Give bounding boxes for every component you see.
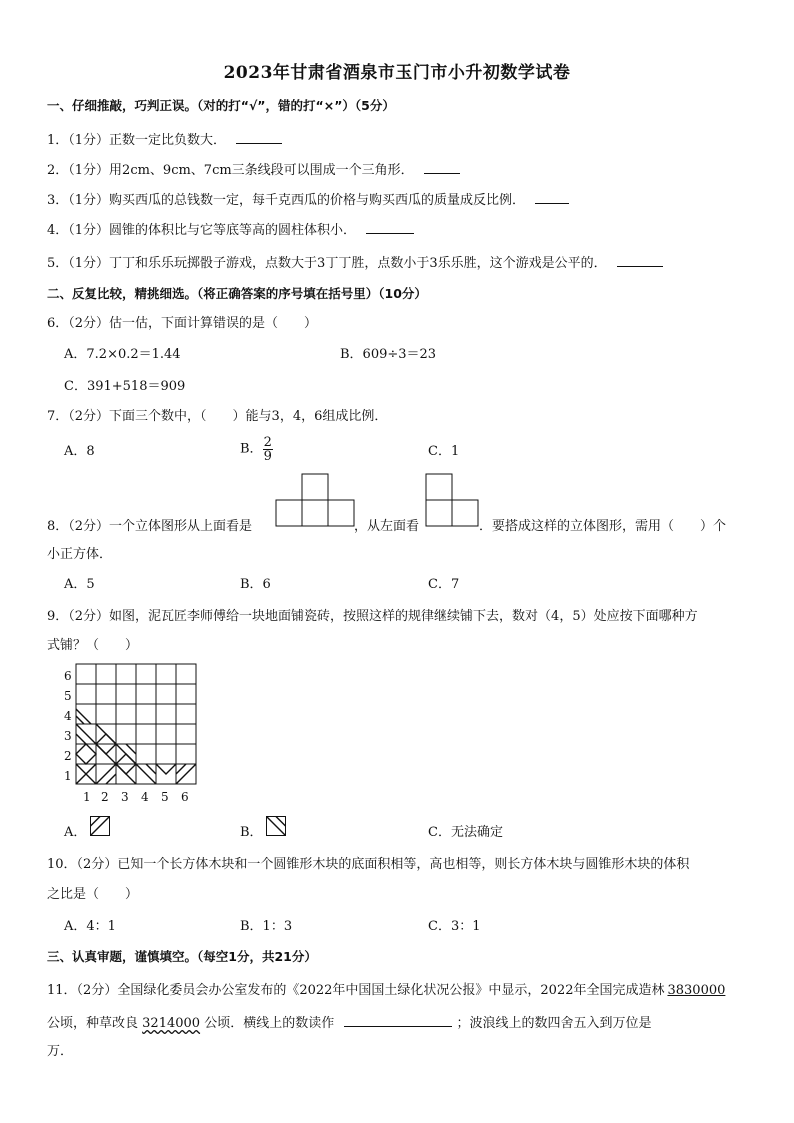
question-8-part-3: ．要搭成这样的立体图形，需用（ ）个	[479, 519, 727, 534]
section-1-heading: 一、仔细推敲，巧判正误。（对的打“√”，错的打“×”）（5分）	[47, 98, 395, 113]
question-2-text: 2．（1分）用2cm、9cm、7cm三条线段可以围成一个三角形．	[47, 163, 414, 178]
question-9-option-b[interactable]	[240, 824, 263, 842]
question-3	[47, 190, 569, 210]
question-1-text: 1．（1分）正数一定比负数大．	[47, 133, 227, 148]
question-1	[47, 130, 282, 150]
question-9-option-b-label: B．	[240, 825, 263, 840]
page-title: 2023年甘肃省酒泉市玉门市小升初数学试卷	[223, 63, 571, 83]
top-view-figure	[276, 474, 354, 528]
question-8-option-a[interactable]: A．5	[64, 577, 95, 592]
question-8-line-2: 小正方体．	[47, 547, 113, 562]
y-axis-label: 3	[64, 729, 72, 743]
question-7-option-b-label: B．	[240, 441, 263, 457]
question-11-text-a: 11．（2分）全国绿化委员会办公室发布的《2022年中国国土绿化状况公报》中显示，2022年全国完成造林	[47, 983, 665, 998]
question-8-part-1: 8．（2分）一个立体图形从上面看是	[47, 519, 253, 534]
question-9-line-2: 式铺？（ ）	[47, 638, 139, 653]
section-3-heading: 三、认真审题，谨慎填空。（每空1分，共21分）	[47, 949, 317, 964]
question-6-text: 6．（2分）估一估，下面计算错误的是（ ）	[47, 316, 318, 331]
question-4	[47, 220, 414, 240]
question-11-text-d: ；波浪线上的数四舍五入到万位是	[456, 1016, 652, 1031]
question-11-wavy-number: 3214000	[142, 1016, 201, 1031]
fraction-two-ninths	[263, 436, 273, 463]
x-axis-label: 1	[83, 790, 91, 804]
question-2	[47, 160, 460, 180]
question-2-answer-blank[interactable]	[424, 160, 460, 174]
y-axis-label: 4	[64, 709, 72, 723]
question-10-option-b[interactable]: B．1：3	[240, 919, 293, 934]
tile-grid-figure	[60, 664, 200, 806]
question-5-text: 5．（1分）丁丁和乐乐玩掷骰子游戏，点数大于3丁丁胜，点数小于3乐乐胜，这个游戏是公平的．	[47, 256, 607, 271]
question-4-text: 4．（1分）圆锥的体积比与它等底等高的圆柱体积小．	[47, 223, 357, 238]
fraction-numerator: 2	[263, 435, 272, 450]
question-11-answer-blank-1[interactable]	[344, 1013, 452, 1027]
question-1-answer-blank[interactable]	[236, 130, 282, 144]
question-7-option-b[interactable]	[240, 436, 273, 463]
section-2-heading: 二、反复比较，精挑细选。（将正确答案的序号填在括号里）（10分）	[47, 286, 427, 301]
question-9-option-a[interactable]	[64, 824, 86, 842]
question-7-option-c[interactable]: C．1	[428, 444, 460, 459]
question-9-option-c[interactable]: C．无法确定	[428, 825, 503, 840]
question-4-answer-blank[interactable]	[366, 220, 414, 234]
question-10-line-2: 之比是（ ）	[47, 887, 139, 902]
question-7-text: 7．（2分）下面三个数中，（ ）能与3，4，6组成比例．	[47, 409, 388, 424]
question-3-text: 3．（1分）购买西瓜的总钱数一定，每千克西瓜的价格与购买西瓜的质量成反比例．	[47, 193, 526, 208]
x-axis-label: 5	[161, 790, 169, 804]
left-view-figure	[426, 474, 478, 528]
question-8-option-c[interactable]: C．7	[428, 577, 460, 592]
question-10-option-a[interactable]: A．4：1	[64, 919, 116, 934]
question-10-line-1: 10．（2分）已知一个长方体木块和一个圆锥形木块的底面积相等，高也相等，则长方体木块与圆锥形木块的体积	[47, 857, 690, 872]
y-axis-label: 2	[64, 749, 72, 763]
question-8-part-2: ，从左面看	[354, 519, 420, 534]
x-axis-label: 2	[101, 790, 109, 804]
tile-b-icon	[266, 816, 286, 836]
question-10-option-c[interactable]: C．3：1	[428, 919, 481, 934]
y-axis-label: 5	[64, 689, 72, 703]
question-6-option-b[interactable]: B．609÷3＝23	[340, 347, 437, 362]
y-axis-label: 1	[64, 769, 72, 783]
x-axis-label: 3	[121, 790, 129, 804]
question-6-option-c[interactable]: C．391+518＝909	[64, 379, 186, 394]
question-11-text-b: 公顷，种草改良	[47, 1016, 139, 1031]
fraction-denominator: 9	[263, 449, 272, 464]
question-11-line-2	[47, 1013, 652, 1033]
question-9-line-1: 9．（2分）如图，泥瓦匠李师傅给一块地面铺瓷砖，按照这样的规律继续铺下去，数对（4，5）处应按下面哪种方	[47, 609, 698, 624]
question-3-answer-blank[interactable]	[535, 190, 569, 204]
question-11-text-c: 公顷．横线上的数读作	[204, 1016, 335, 1031]
y-axis-label: 6	[64, 669, 72, 683]
question-8-option-b[interactable]: B．6	[240, 577, 271, 592]
question-6-option-a[interactable]: A．7.2×0.2＝1.44	[64, 347, 181, 362]
question-9-option-a-label: A．	[64, 825, 87, 840]
question-7-option-a[interactable]: A．8	[64, 444, 95, 459]
tile-a-icon	[90, 816, 110, 836]
x-axis-label: 4	[141, 790, 149, 804]
question-11-underlined-number: 3830000	[667, 983, 726, 998]
x-axis-label: 6	[181, 790, 189, 804]
question-5	[47, 253, 663, 273]
question-5-answer-blank[interactable]	[617, 253, 663, 267]
question-11-line-3: 万．	[47, 1044, 74, 1059]
question-11-line-1	[47, 982, 725, 1000]
